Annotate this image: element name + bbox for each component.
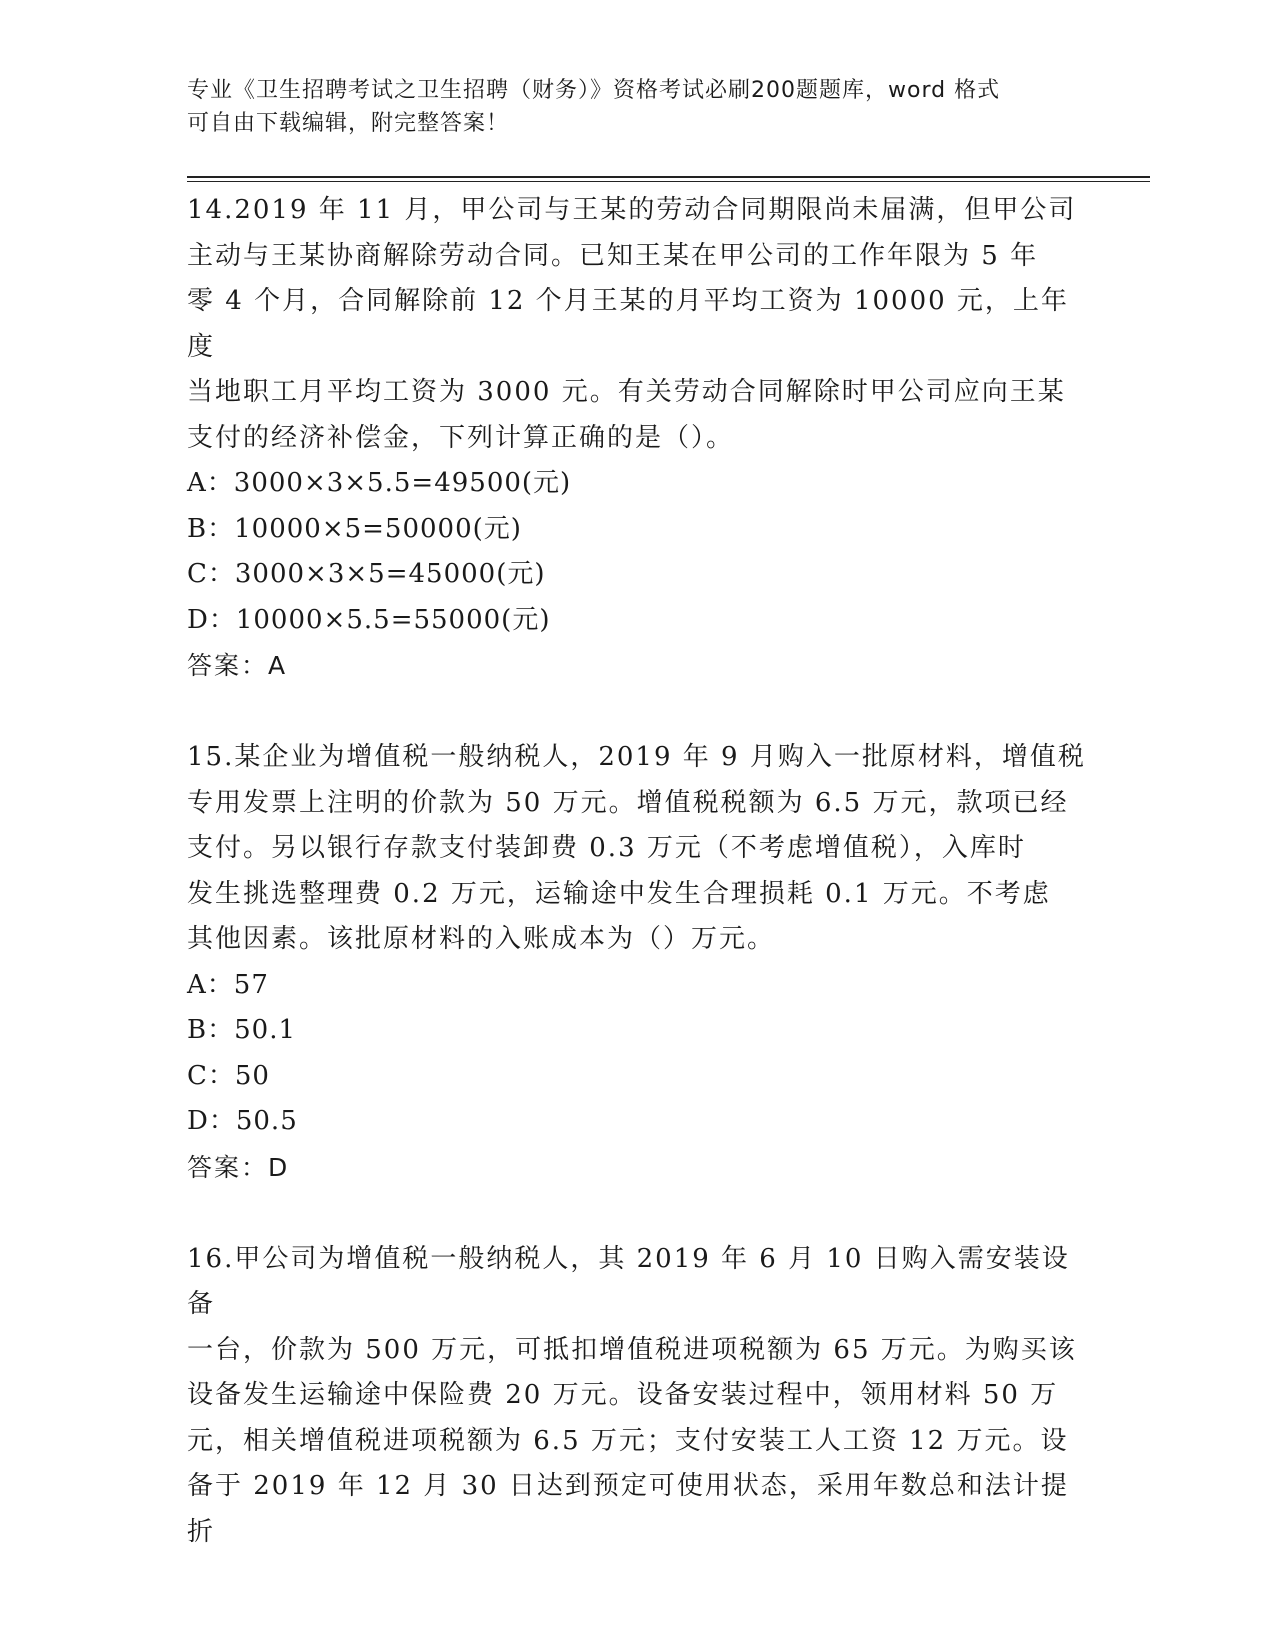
option-c: C：3000×3×5=45000(元) xyxy=(187,559,546,589)
header-divider xyxy=(187,176,1150,178)
question-line: 支付的经济补偿金，下列计算正确的是（）。 xyxy=(187,422,735,453)
question-line: 当地职工月平均工资为 3000 元。有关劳动合同解除时甲公司应向王某 xyxy=(187,377,1066,407)
question-list xyxy=(187,188,1087,1555)
option-c: C：50 xyxy=(187,1060,270,1091)
question-line: 备于 2019 年 12 月 30 日达到预定可使用状态，采用年数总和法计提折 xyxy=(187,1471,1069,1547)
question-line: 元，相关增值税进项税额为 6.5 万元；支付安装工人工资 12 万元。设 xyxy=(187,1425,1069,1456)
answer-label: 答案：D xyxy=(187,1152,290,1182)
question-16 xyxy=(187,1237,1087,1556)
question-line: 一台，价款为 500 万元，可抵扣增值税进项税额为 65 万元。为购买该 xyxy=(187,1334,1077,1365)
question-line: 16.甲公司为增值税一般纳税人，其 2019 年 6 月 10 日购入需安装设备 xyxy=(187,1243,1070,1319)
question-spacer xyxy=(187,1191,1087,1237)
question-line: 设备发生运输途中保险费 20 万元。设备安装过程中，领用材料 50 万 xyxy=(187,1380,1059,1410)
answer-label: 答案：A xyxy=(187,651,288,680)
page-header xyxy=(187,74,1077,140)
option-d: D：50.5 xyxy=(187,1106,298,1136)
question-line: 发生挑选整理费 0.2 万元，运输途中发生合理损耗 0.1 万元。不考虑 xyxy=(187,878,1051,909)
question-line: 其他因素。该批原材料的入账成本为（）万元。 xyxy=(187,924,776,954)
question-15 xyxy=(187,735,1087,1191)
question-line: 主动与王某协商解除劳动合同。已知王某在甲公司的工作年限为 5 年 xyxy=(187,240,1039,271)
question-line: 支付。另以银行存款支付装卸费 0.3 万元（不考虑增值税），入库时 xyxy=(187,833,1026,863)
header-title-line-1: 专业《卫生招聘考试之卫生招聘（财务）》资格考试必刷200题题库，word 格式 xyxy=(187,78,1001,103)
question-line: 14.2019 年 11 月，甲公司与王某的劳动合同期限尚未届满，但甲公司 xyxy=(187,195,1077,225)
question-line: 零 4 个月，合同解除前 12 个月王某的月平均工资为 10000 元，上年度 xyxy=(187,286,1069,362)
question-line: 15.某企业为增值税一般纳税人，2019 年 9 月购入一批原材料，增值税 xyxy=(187,742,1086,772)
option-d: D：10000×5.5=55000(元) xyxy=(187,604,551,635)
header-divider-thin xyxy=(187,181,1150,182)
option-a: A：3000×3×5.5=49500(元) xyxy=(187,468,572,498)
question-spacer xyxy=(187,689,1087,735)
option-b: B：50.1 xyxy=(187,1015,296,1045)
header-title-line-2: 可自由下载编辑，附完整答案！ xyxy=(187,111,510,136)
question-14 xyxy=(187,188,1087,689)
option-b: B：10000×5=50000(元) xyxy=(187,513,522,544)
question-line: 专用发票上注明的价款为 50 万元。增值税税额为 6.5 万元，款项已经 xyxy=(187,787,1069,818)
option-a: A：57 xyxy=(187,969,269,1000)
